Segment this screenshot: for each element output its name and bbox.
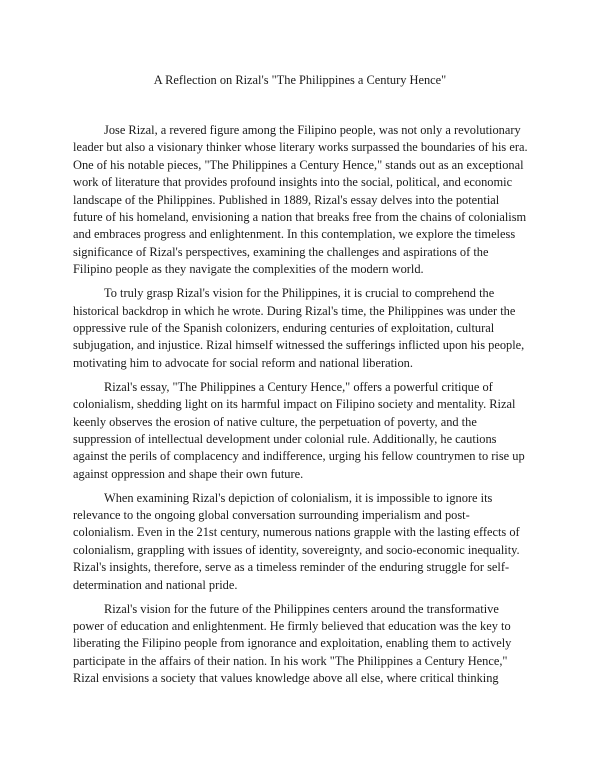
- paragraph-4: When examining Rizal's depiction of colonialism, it is impossible to ignore its relevance to the ongoing global conversation surrounding imperialism and post-colonialism. Even in the 21st century, numerous nations grapple with the lasting effects of colonialism, grappling with issues of identity, sovereignty, and socio-economic inequality. Rizal's insights, therefore, serve as a timeless reminder of the enduring struggle for self-determination and national pride.: [73, 490, 520, 592]
- paragraph-2: To truly grasp Rizal's vision for the Philippines, it is crucial to comprehend the historical backdrop in which he wrote. During Rizal's time, the Philippines was under the oppressive rule of the Spanish colonizers, enduring centuries of exploitation, cultural subjugation, and injustice. Rizal himself witnessed the sufferings inflicted upon his people, motivating him to advocate for social reform and national liberation.: [73, 286, 525, 370]
- paragraph-3: Rizal's essay, "The Philippines a Century Hence," offers a powerful critique of colonialism, shedding light on its harmful impact on Filipino society and mentality. Rizal keenly observes the erosion of native culture, the perpetuation of poverty, and the suppression of intellectual development under colonial rule. Additionally, he cautions against the perils of complacency and indifference, urging his fellow countrymen to rise up against oppression and shape their own future.: [73, 379, 525, 481]
- document-title: A Reflection on Rizal's "The Philippines a Century Hence": [153, 73, 447, 87]
- document-body: [73, 122, 529, 694]
- paragraph-5: Rizal's vision for the future of the Philippines centers around the transformative power of education and enlightenment. He firmly believed that education was the key to liberating the Filipino people from ignorance and exploitation, enabling them to actively participate in the affairs of their nation. In his work "The Philippines a Century Hence," Rizal envisions a society that values knowledge above all else, where critical thinking: [73, 601, 512, 686]
- paragraph-1: Jose Rizal, a revered figure among the Filipino people, was not only a revolutionary leader but also a visionary thinker whose literary works surpassed the boundaries of his era. One of his notable pieces, "The Philippines a Century Hence," stands out as an exceptional work of literature that provides profound insights into the social, political, and economic landscape of the Philippines. Published in 1889, Rizal's essay delves into the potential future of his homeland, envisioning a nation that breaks free from the chains of colonialism and embraces progress and enlightenment. In this contemplation, we explore the timeless significance of Rizal's perspectives, examining the challenges and aspirations of the Filipino people as they navigate the complexities of the modern world.: [73, 123, 528, 277]
